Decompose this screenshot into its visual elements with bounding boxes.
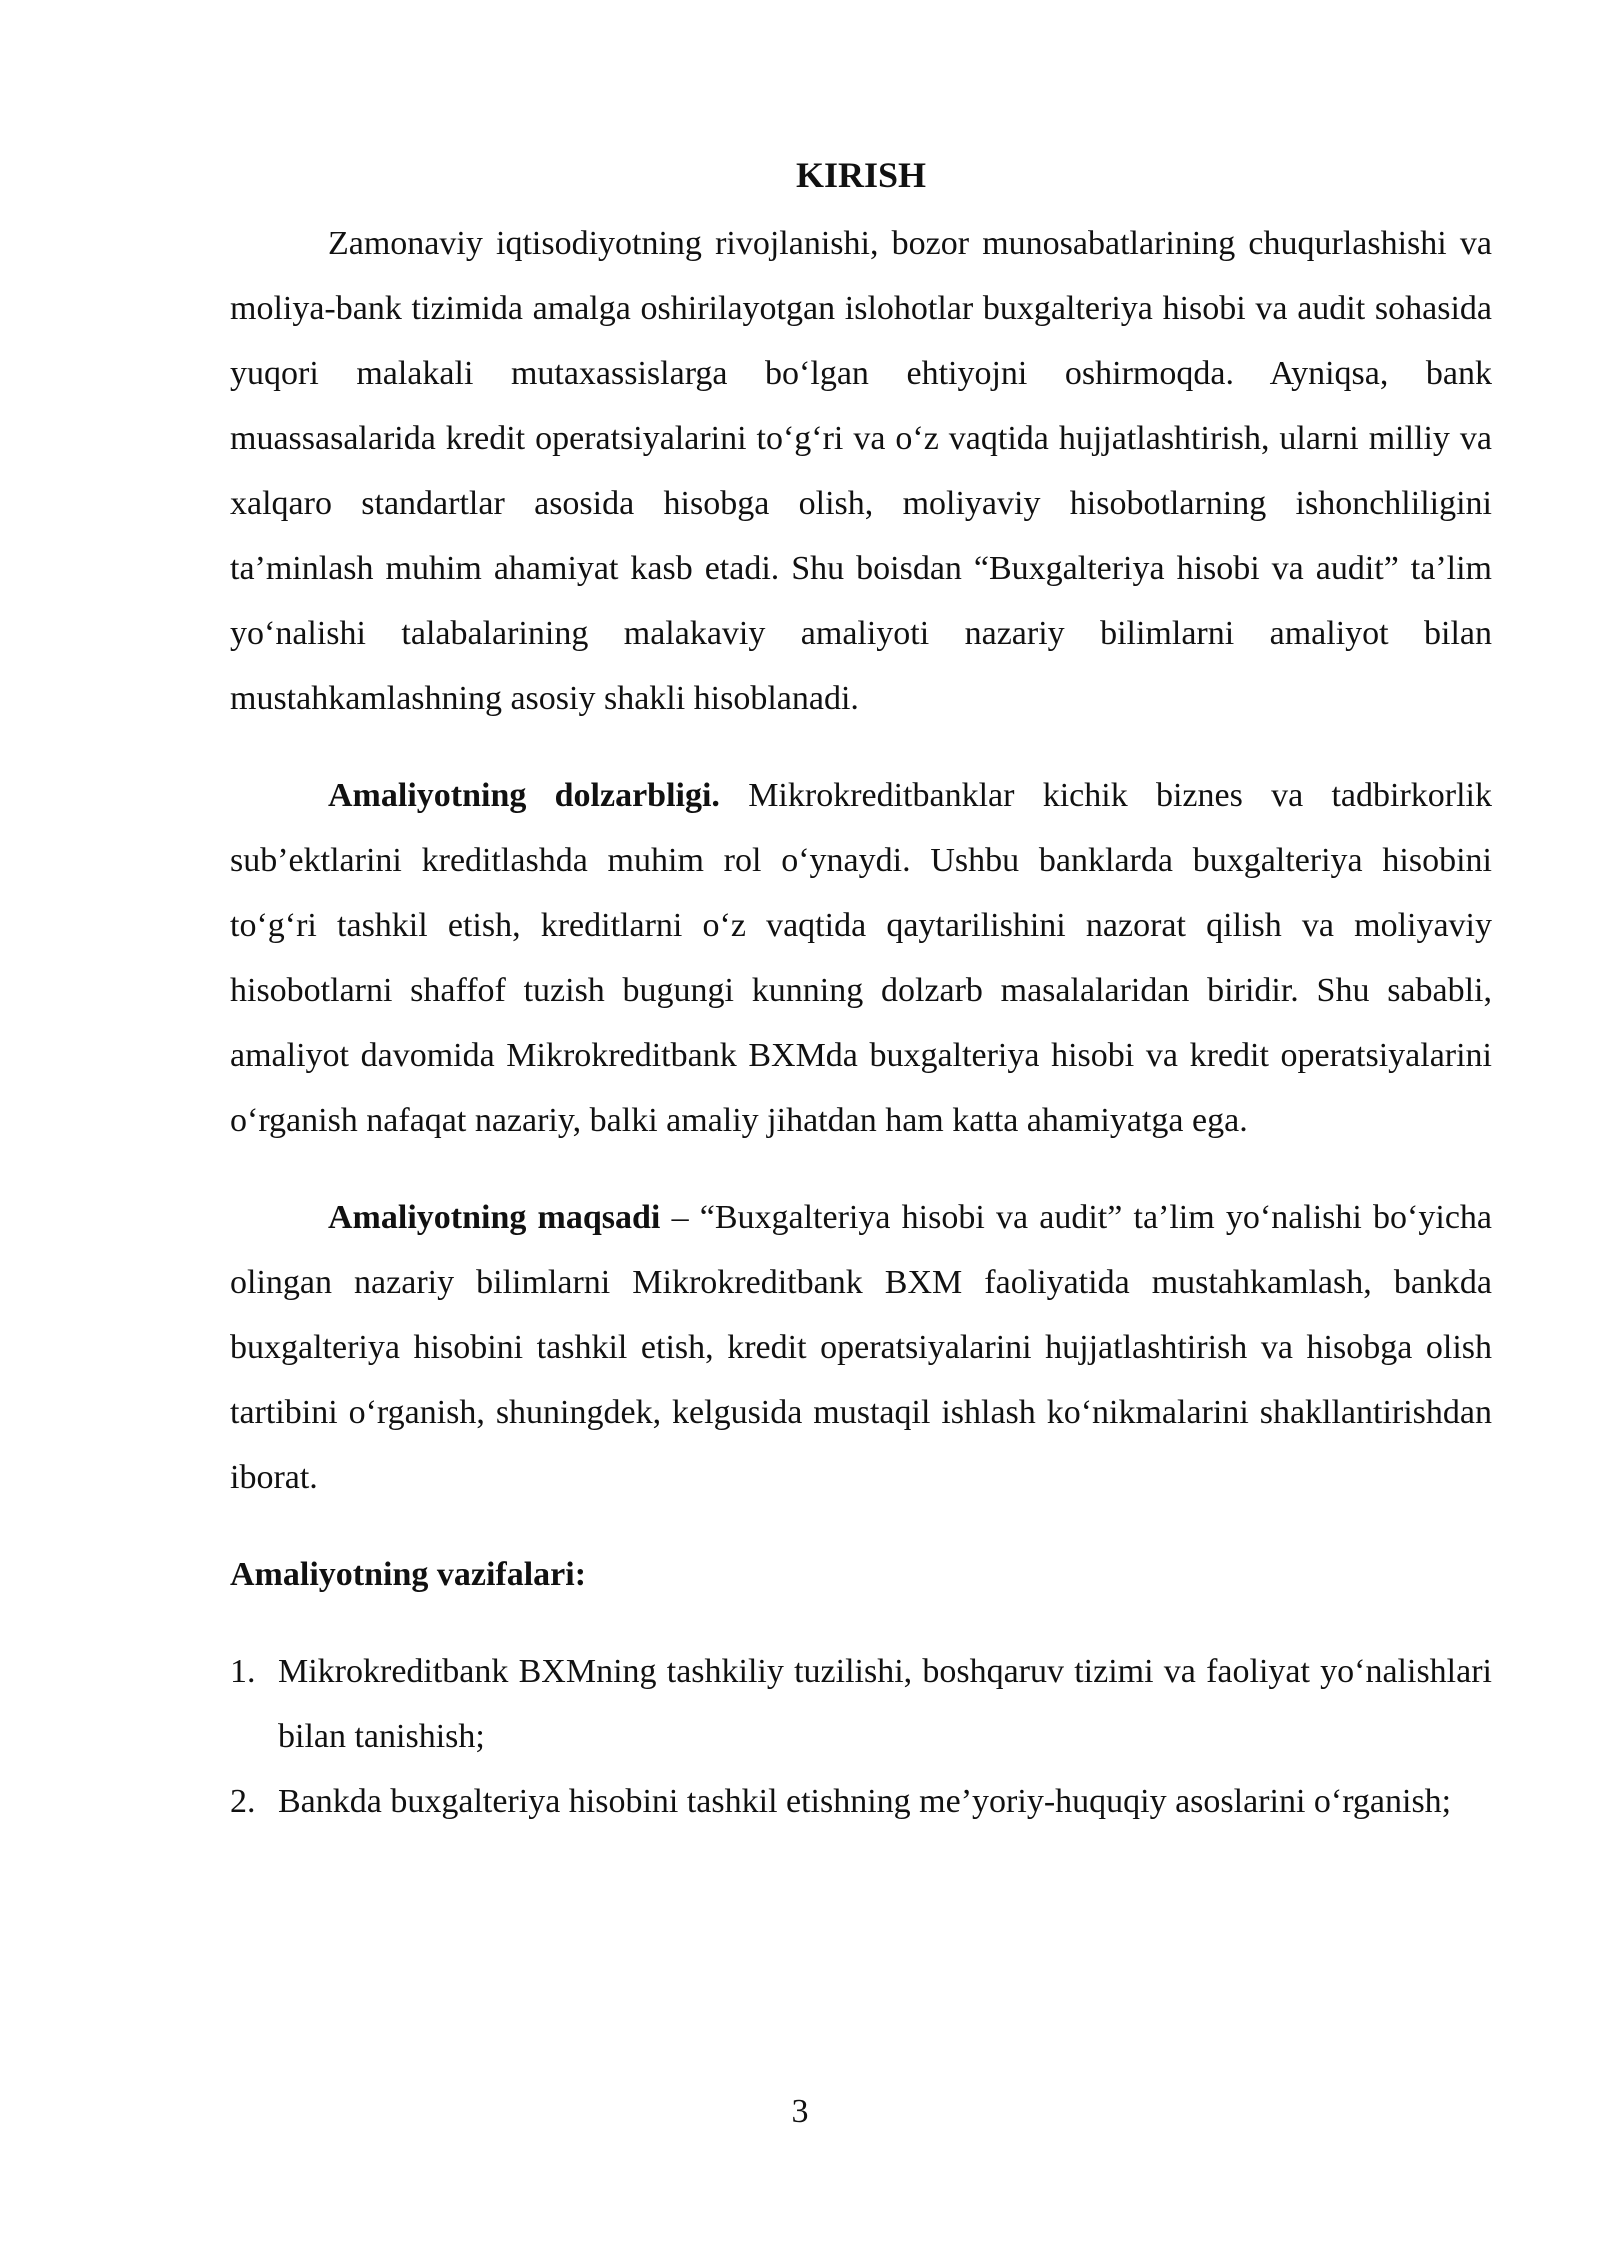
- list-item: [230, 1769, 1492, 1834]
- list-item-number: 1.: [230, 1653, 256, 1690]
- intro-paragraph: [230, 211, 1492, 731]
- list-item-text: Mikrokreditbank BXMning tashkiliy tuzilishi, boshqaruv tizimi va faoliyat yo‘nalishlari bilan tanishish;: [278, 1653, 1492, 1755]
- section-title: KIRISH: [795, 155, 927, 195]
- page-number: 3: [791, 2093, 809, 2130]
- goal-text: – “Buxgalteriya hisobi va audit” ta’lim yo‘nalishi bo‘yicha olingan nazariy bilimlarni Mikrokreditbank BXM faoliyatida mustahkamlash, bankda buxgalteriya hisobini tashkil etish, kredit operatsiyalarini hujjatlashtirish va hisobga olish tartibini o‘rganish, shuningdek, kelgusida mustaqil ishlash ko‘nikmalarini shakllantirishdan iborat.: [230, 1199, 1492, 1496]
- document-page: [230, 145, 1492, 1834]
- relevance-lead: Amaliyotning dolzarbligi.: [328, 777, 720, 814]
- relevance-paragraph: [230, 763, 1492, 1153]
- list-item-number: 2.: [230, 1783, 256, 1820]
- list-item-text: Bankda buxgalteriya hisobini tashkil etishning me’yoriy-huquqiy asoslarini o‘rganish;: [278, 1783, 1452, 1820]
- list-item: [230, 1639, 1492, 1769]
- goal-lead: Amaliyotning maqsadi: [328, 1199, 661, 1236]
- goal-paragraph: [230, 1185, 1492, 1510]
- tasks-list: [230, 1639, 1492, 1834]
- tasks-heading: Amaliyotning vazifalari:: [230, 1556, 587, 1593]
- relevance-text: Mikrokreditbanklar kichik biznes va tadbirkorlik sub’ektlarini kreditlashda muhim rol o‘ynaydi. Ushbu banklarda buxgalteriya hisobini to‘g‘ri tashkil etish, kreditlarni o‘z vaqtida qaytarilishini nazorat qilish va moliyaviy hisobotlarni shaffof tuzish bugungi kunning dolzarb masalalaridan biridir. Shu sababli, amaliyot davomida Mikrokreditbank BXMda buxgalteriya hisobi va kredit operatsiyalarini o‘rganish nafaqat nazariy, balki amaliy jihatdan ham katta ahamiyatga ega.: [230, 777, 1492, 1139]
- intro-paragraph-text: Zamonaviy iqtisodiyotning rivojlanishi, bozor munosabatlarining chuqurlashishi va moliya-bank tizimida amalga oshirilayotgan islohotlar buxgalteriya hisobi va audit sohasida yuqori malakali mutaxassislarga bo‘lgan ehtiyojni oshirmoqda. Ayniqsa, bank muassasalarida kredit operatsiyalarini to‘g‘ri va o‘z vaqtida hujjatlashtirish, ularni milliy va xalqaro standartlar asosida hisobga olish, moliyaviy hisobotlarning ishonchliligini ta’minlash muhim ahamiyat kasb etadi. Shu boisdan “Buxgalteriya hisobi va audit” ta’lim yo‘nalishi talabalarining malakaviy amaliyoti nazariy bilimlarni amaliyot bilan mustahkamlashning asosiy shakli hisoblanadi.: [230, 225, 1492, 717]
